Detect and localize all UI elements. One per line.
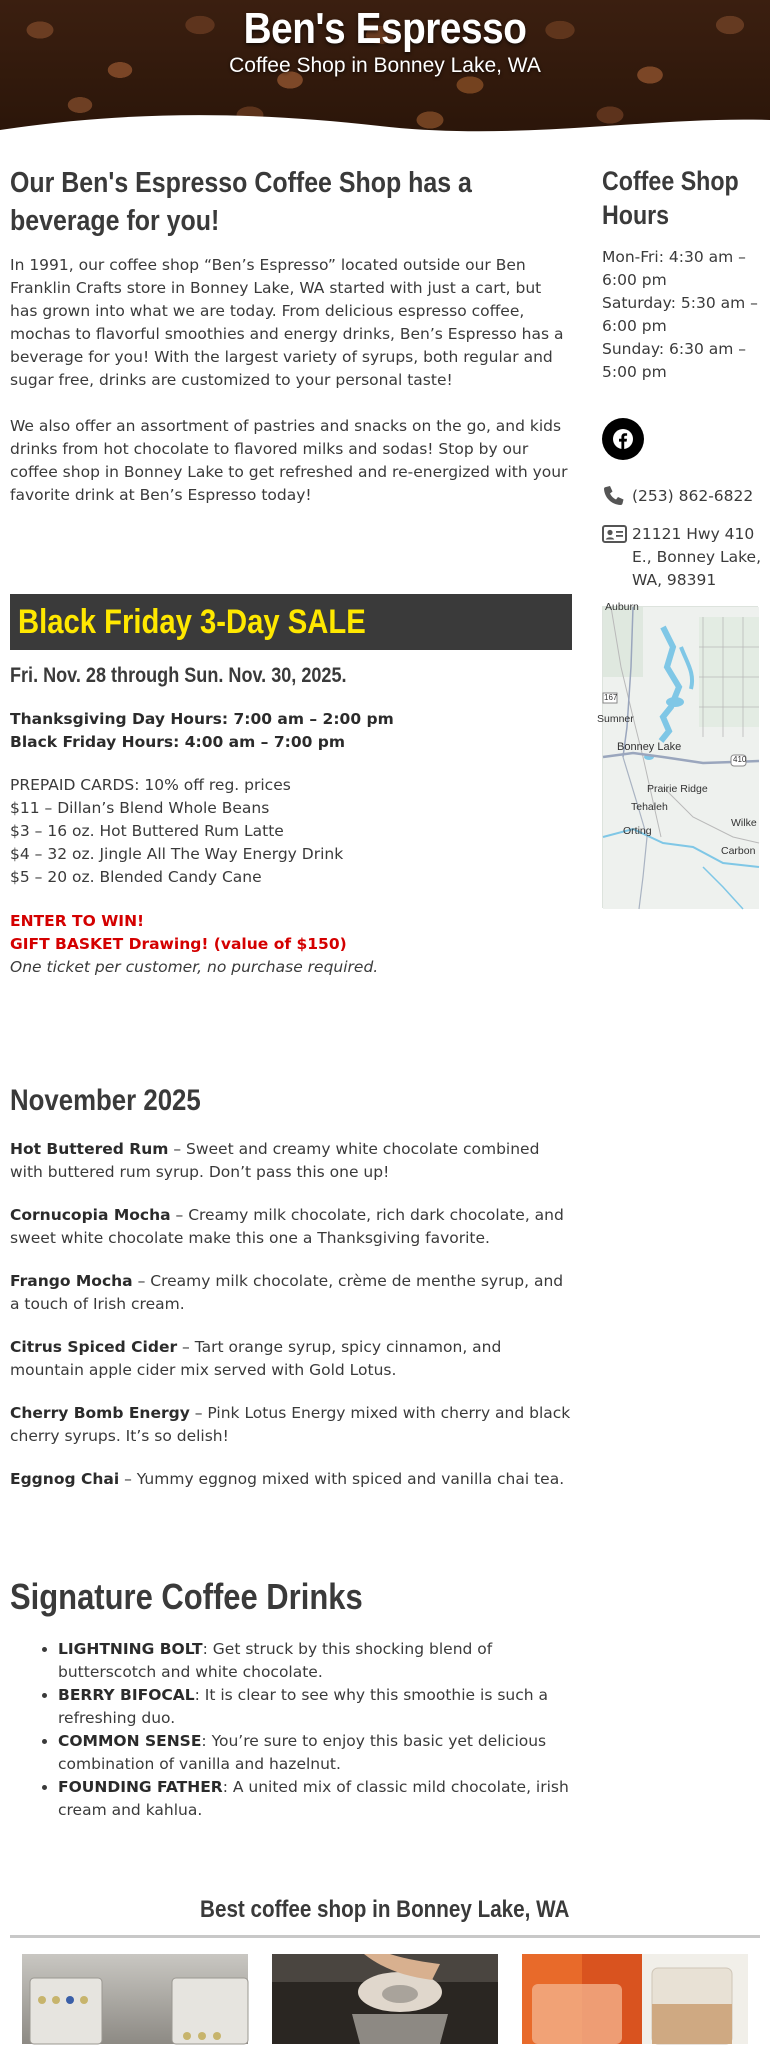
address-card-icon [602, 523, 632, 545]
street-address: 21121 Hwy 410 E., Bonney Lake, WA, 98391 [632, 525, 761, 589]
signature-item: • BERRY BIFOCAL: It is clear to see why this smoothie is such a refreshing duo. [58, 1684, 572, 1730]
sidebar-heading: Coffee Shop Hours [602, 166, 739, 230]
sale-hours-line: Thanksgiving Day Hours: 7:00 am – 2:00 pm [10, 710, 394, 728]
giveaway [10, 910, 572, 979]
gift-basket-drawing: GIFT BASKET Drawing! (value of $150) [10, 935, 347, 953]
drink-item: Cornucopia Mocha – Creamy milk chocolate, rich dark chocolate, and sweet white chocolate make this one a Thanksgiving favorite. [10, 1206, 564, 1247]
map-label: Sumner [597, 713, 634, 725]
drink-item: Hot Buttered Rum – Sweet and creamy white chocolate combined with buttered rum syrup. Don’t pass this one up! [10, 1140, 540, 1181]
sale-hours [10, 708, 572, 754]
map-label: 410 [733, 755, 747, 764]
signature-list [10, 1638, 572, 1822]
map-label: Tehaleh [631, 801, 668, 813]
drink-item: Eggnog Chai – Yummy eggnog mixed with spiced and vanilla chai tea. [10, 1470, 565, 1488]
november-drinks [10, 1138, 572, 1491]
intro-paragraph: We also offer an assortment of pastries and snacks on the go, and kids drinks from hot chocolate to flavored milks and sodas! Stop by our coffee shop in Bonney Lake to get refreshed and re-energized with your favorite drink at Ben’s Espresso today! [10, 417, 568, 504]
map-label: Wilke [731, 817, 757, 829]
drink-item: Cherry Bomb Energy – Pink Lotus Energy mixed with cherry and black cherry syrups. It’s so delish! [10, 1404, 571, 1445]
hours-line: Saturday: 5:30 am – 6:00 pm [602, 294, 758, 335]
site-tagline: Coffee Shop in Bonney Lake, WA [229, 54, 541, 77]
hours-line: Mon-Fri: 4:30 am – 6:00 pm [602, 248, 746, 289]
sale-deals [10, 774, 572, 889]
signature-item: • FOUNDING FATHER: A united mix of classic mild chocolate, irish cream and kahlua. [58, 1776, 572, 1822]
sale-dates: Fri. Nov. 28 through Sun. Nov. 30, 2025. [10, 664, 347, 687]
facebook-icon [612, 428, 634, 450]
deal-item: $3 – 16 oz. Hot Buttered Rum Latte [10, 822, 284, 840]
phone-icon [602, 485, 632, 507]
hours-list [602, 246, 760, 384]
sidebar [602, 164, 760, 384]
hours-line: Sunday: 6:30 am – 5:00 pm [602, 340, 747, 381]
drink-item: Frango Mocha – Creamy milk chocolate, crème de menthe syrup, and a touch of Irish cream. [10, 1272, 564, 1313]
gallery-image-latte-art[interactable] [272, 1954, 498, 2044]
signature-item: • LIGHTNING BOLT: Get struck by this shocking blend of butterscotch and white chocolate. [58, 1638, 572, 1684]
map-label: Carbon [721, 845, 756, 857]
november-heading: November 2025 [10, 1084, 201, 1117]
map-label: Auburn [605, 601, 639, 613]
deal-item: $5 – 20 oz. Blended Candy Cane [10, 868, 262, 886]
section-divider [10, 1935, 760, 1938]
best-coffee-heading: Best coffee shop in Bonney Lake, WA [200, 1896, 570, 1923]
phone-number[interactable]: (253) 862-6822 [632, 487, 754, 505]
signature-item: • COMMON SENSE: You’re sure to enjoy this basic yet delicious combination of vanilla and hazelnut. [58, 1730, 572, 1776]
sale-banner: Black Friday 3-Day SALE [10, 594, 572, 650]
signature-heading: Signature Coffee Drinks [10, 1576, 363, 1617]
intro-heading: Our Ben's Espresso Coffee Shop has a beverage for you! [10, 167, 472, 237]
location-map[interactable] [597, 601, 758, 908]
giveaway-note: One ticket per customer, no purchase required. [10, 958, 379, 976]
hero-wave-divider [0, 108, 770, 142]
sale-hours-line: Black Friday Hours: 4:00 am – 7:00 pm [10, 733, 346, 751]
site-title[interactable]: Ben's Espresso [243, 4, 527, 53]
facebook-button[interactable] [602, 418, 644, 460]
phone-row[interactable] [602, 485, 762, 508]
address-row [602, 523, 762, 592]
intro-paragraph: In 1991, our coffee shop “Ben’s Espresso” located outside our Ben Franklin Crafts store in Bonney Lake, WA started with just a cart, but has grown into what we are today. From delicious espresso coffee, mochas to flavorful smoothies and energy drinks, Ben’s Espresso has a beverage for you! With the largest variety of syrups, both regular and sugar free, drinks are customized to your personal taste! [10, 256, 564, 389]
deal-item: $11 – Dillan’s Blend Whole Beans [10, 799, 270, 817]
map-label: Prairie Ridge [647, 783, 708, 795]
map-label: 167 [604, 693, 618, 702]
deal-item: PREPAID CARDS: 10% off reg. prices [10, 776, 291, 794]
drink-item: Citrus Spiced Cider – Tart orange syrup, spicy cinnamon, and mountain apple cider mix served with Gold Lotus. [10, 1338, 502, 1379]
hero-banner [0, 0, 770, 140]
intro-section [10, 164, 572, 507]
map-label: Bonney Lake [617, 741, 682, 753]
gallery-image-espresso-machine[interactable] [22, 1954, 248, 2044]
deal-item: $4 – 32 oz. Jingle All The Way Energy Drink [10, 845, 344, 863]
map-label: Orting [623, 825, 652, 837]
gallery-image-iced-drink[interactable] [522, 1954, 748, 2044]
enter-to-win: ENTER TO WIN! [10, 912, 145, 930]
